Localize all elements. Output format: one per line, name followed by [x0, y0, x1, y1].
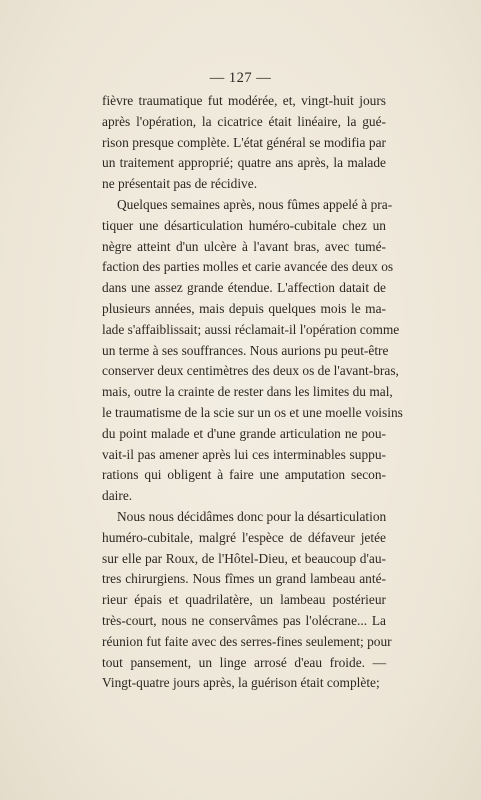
- text-line: tout pansement, un linge arrosé d'eau froide. —: [102, 654, 386, 670]
- text-line: faction des parties molles et carie avancée des deux os: [102, 259, 394, 275]
- text-line: ne présentait pas de récidive.: [102, 176, 258, 192]
- text-line: rieur épais et quadrilatère, un lambeau postérieur: [102, 592, 386, 608]
- text-line: le traumatisme de la scie sur un os et une moelle voisins: [102, 404, 403, 420]
- text-line: tiquer une désarticulation huméro-cubitale chez un: [102, 217, 386, 233]
- page-number-header: — 127 —: [209, 70, 272, 86]
- text-line: Nous nous décidâmes donc pour la désarticulation: [117, 508, 387, 524]
- text-line: réunion fut faite avec des serres-fines seulement; pour: [102, 633, 392, 649]
- text-line: rison presque complète. L'état général se modifia par: [102, 134, 386, 150]
- text-line: daire.: [102, 488, 133, 504]
- text-line: tres chirurgiens. Nous fîmes un grand lambeau anté-: [102, 571, 386, 587]
- text-line: sur elle par Roux, de l'Hôtel-Dieu, et beaucoup d'au-: [102, 550, 386, 566]
- text-line: nègre atteint d'un ulcère à l'avant bras, avec tumé-: [102, 238, 386, 254]
- text-line: Quelques semaines après, nous fûmes appelé à pra-: [117, 196, 393, 212]
- text-line: dans une assez grande étendue. L'affection datait de: [102, 280, 386, 296]
- text-line: après l'opération, la cicatrice était linéaire, la gué-: [102, 113, 386, 129]
- text-line: du point malade et d'une grande articulation ne pou-: [102, 425, 386, 441]
- text-line: fièvre traumatique fut modérée, et, vingt-huit jours: [102, 93, 386, 108]
- text-line: plusieurs années, mais depuis quelques mois le ma-: [102, 300, 386, 316]
- text-line: un traitement approprié; quatre ans après, la malade: [102, 155, 386, 171]
- text-line: huméro-cubitale, malgré l'espèce de défaveur jetée: [102, 529, 386, 545]
- text-line: mais, outre la crainte de rester dans les limites du mal,: [102, 384, 393, 400]
- text-line: vait-il pas amener après lui ces interminables suppu-: [102, 446, 386, 462]
- text-line: un terme à ses souffrances. Nous aurions pu peut-être: [102, 342, 389, 358]
- text-line: conserver deux centimètres des deux os de l'avant-bras,: [102, 363, 399, 379]
- text-line: Vingt-quatre jours après, la guérison était complète;: [102, 675, 380, 691]
- text-line: lade s'affaiblissait; aussi réclamait-il l'opération comme: [102, 321, 400, 337]
- text-line: rations qui obligent à faire une amputation secon-: [102, 467, 386, 483]
- text-line: très-court, nous ne conservâmes pas l'olécrane... La: [102, 612, 386, 628]
- body-text: [102, 91, 403, 694]
